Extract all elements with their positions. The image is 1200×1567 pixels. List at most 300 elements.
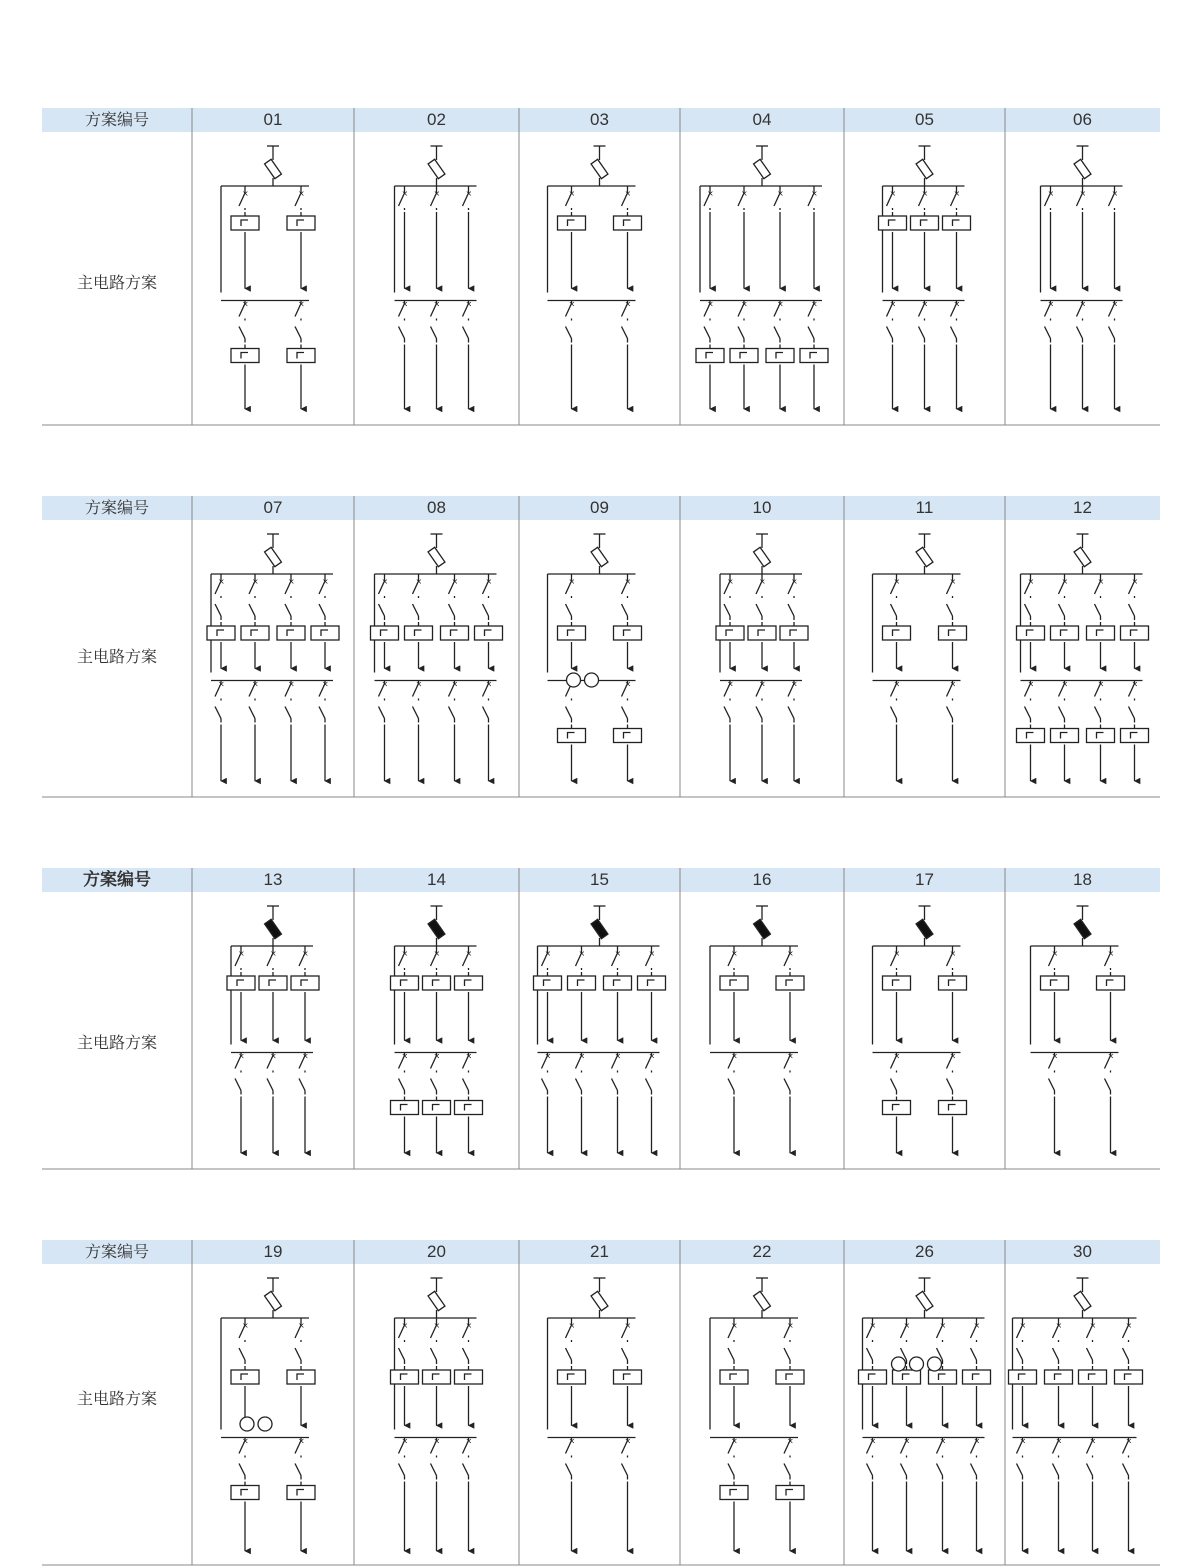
current-transformer: [614, 216, 642, 230]
current-transformer: [893, 1370, 921, 1384]
breaker-x: ×: [465, 189, 473, 198]
breaker-x: ×: [1111, 189, 1119, 198]
scheme-number: 26: [915, 1242, 934, 1261]
switch-contact: [937, 1464, 943, 1476]
breaker-x: ×: [811, 299, 818, 309]
isolator-fuse: [1074, 919, 1091, 938]
meter-circle: [892, 1357, 906, 1371]
switch-contact: [431, 1348, 437, 1360]
isolator-fuse: [1074, 547, 1091, 566]
breaker-x: ×: [288, 577, 295, 586]
current-transformer: [1097, 976, 1125, 990]
switch-contact: [867, 1464, 873, 1476]
breaker-x: ×: [939, 1321, 947, 1330]
breaker-x: ×: [893, 577, 901, 586]
current-transformer: [939, 976, 967, 990]
current-transformer: [939, 1101, 967, 1115]
scheme-number: 15: [590, 870, 609, 889]
main-circuit-label: 主电路方案: [76, 647, 157, 666]
switch-contact: [1045, 327, 1051, 339]
switch-contact: [413, 707, 419, 719]
switch-contact: [784, 1464, 790, 1476]
scheme-number: 11: [915, 498, 934, 517]
isolator-fuse: [428, 919, 445, 938]
scheme-number-label: 方案编号: [84, 110, 149, 129]
breaker-x: ×: [568, 577, 576, 586]
breaker-x: ×: [401, 949, 409, 958]
current-transformer: [1121, 626, 1149, 640]
current-transformer: [455, 1101, 483, 1115]
current-transformer: [800, 349, 828, 363]
breaker-x: ×: [731, 1321, 738, 1330]
switch-contact: [566, 604, 572, 616]
scheme-number: 21: [590, 1242, 609, 1261]
breaker-x: ×: [949, 1051, 957, 1061]
switch-contact: [449, 707, 455, 719]
breaker-x: ×: [921, 299, 929, 309]
breaker-x: ×: [648, 949, 656, 958]
switch-contact: [724, 604, 730, 616]
breaker-x: ×: [1055, 1436, 1063, 1446]
breaker-x: ×: [433, 1051, 441, 1061]
current-transformer: [859, 1370, 887, 1384]
current-transformer: [311, 626, 339, 640]
breaker-x: ×: [1027, 577, 1035, 586]
breaker-x: ×: [415, 577, 423, 586]
breaker-x: ×: [759, 679, 766, 689]
breaker-x: ×: [465, 949, 473, 958]
isolator-fuse: [754, 159, 771, 178]
breaker-x: ×: [648, 1051, 656, 1061]
breaker-x: ×: [568, 299, 576, 309]
breaker-x: ×: [893, 679, 901, 689]
breaker-x: ×: [578, 949, 586, 958]
breaker-x: ×: [1111, 299, 1119, 309]
current-transformer: [291, 976, 319, 990]
scheme-number: 02: [427, 110, 446, 129]
breaker-x: ×: [727, 577, 734, 586]
current-transformer: [730, 349, 758, 363]
scheme-number: 10: [752, 498, 772, 517]
switch-contact: [612, 1079, 618, 1091]
current-transformer: [604, 976, 632, 990]
switch-contact: [295, 327, 301, 339]
breaker-x: ×: [889, 299, 897, 309]
switch-contact: [483, 604, 489, 616]
switch-contact: [947, 1079, 953, 1091]
switch-contact: [622, 707, 628, 719]
scheme-number: 12: [1073, 498, 1092, 517]
meter-circle: [928, 1357, 942, 1371]
breaker-x: ×: [624, 189, 632, 198]
breaker-x: ×: [953, 189, 961, 198]
breaker-x: ×: [401, 1436, 409, 1446]
breaker-x: ×: [238, 949, 245, 958]
breaker-x: ×: [731, 1051, 738, 1061]
current-transformer: [558, 216, 586, 230]
switch-contact: [399, 1079, 405, 1091]
current-transformer: [720, 976, 748, 990]
breaker-x: ×: [238, 1051, 245, 1061]
breaker-x: ×: [252, 577, 259, 586]
current-transformer: [1051, 729, 1079, 743]
switch-contact: [1109, 327, 1115, 339]
breaker-x: ×: [242, 299, 249, 309]
scheme-number-label: 方案编号: [83, 870, 151, 890]
breaker-x: ×: [949, 577, 957, 586]
breaker-x: ×: [568, 1436, 576, 1446]
current-transformer: [475, 626, 503, 640]
scheme-number: 06: [1073, 110, 1092, 129]
current-transformer: [748, 626, 776, 640]
switch-contact: [728, 1464, 734, 1476]
breaker-x: ×: [614, 1051, 622, 1061]
current-transformer: [716, 626, 744, 640]
breaker-x: ×: [741, 299, 748, 309]
switch-contact: [1053, 1464, 1059, 1476]
current-transformer: [207, 626, 235, 640]
switch-contact: [756, 604, 762, 616]
switch-contact: [1049, 1079, 1055, 1091]
switch-contact: [399, 1464, 405, 1476]
breaker-x: ×: [624, 679, 632, 689]
breaker-x: ×: [401, 299, 409, 309]
current-transformer: [776, 1486, 804, 1500]
switch-contact: [1129, 707, 1135, 719]
breaker-x: ×: [302, 1051, 309, 1061]
breaker-x: ×: [949, 949, 957, 958]
breaker-x: ×: [624, 577, 632, 586]
isolator-fuse: [265, 919, 282, 938]
meter-circle: [240, 1417, 254, 1431]
current-transformer: [371, 626, 399, 640]
breaker-x: ×: [433, 1436, 441, 1446]
switch-contact: [808, 327, 814, 339]
current-transformer: [423, 1101, 451, 1115]
breaker-x: ×: [973, 1321, 981, 1330]
scheme-number-label: 方案编号: [84, 498, 149, 517]
scheme-number: 14: [427, 870, 446, 889]
switch-contact: [919, 327, 925, 339]
switch-contact: [788, 604, 794, 616]
breaker-x: ×: [252, 679, 259, 689]
isolator-fuse: [591, 919, 608, 938]
current-transformer: [776, 1370, 804, 1384]
breaker-x: ×: [1047, 299, 1055, 309]
breaker-x: ×: [1061, 577, 1069, 586]
breaker-x: ×: [465, 299, 473, 309]
switch-contact: [867, 1348, 873, 1360]
breaker-x: ×: [544, 949, 552, 958]
current-transformer: [929, 1370, 957, 1384]
meter-circle: [585, 673, 599, 687]
scheme-number: 19: [263, 1242, 283, 1261]
current-transformer: [287, 349, 315, 363]
switch-contact: [463, 1348, 469, 1360]
breaker-x: ×: [270, 1051, 277, 1061]
current-transformer: [231, 1486, 259, 1500]
breaker-x: ×: [777, 299, 784, 309]
current-transformer: [883, 1101, 911, 1115]
current-transformer: [720, 1486, 748, 1500]
current-transformer: [455, 976, 483, 990]
breaker-x: ×: [953, 299, 961, 309]
scheme-number: 07: [263, 498, 283, 517]
breaker-x: ×: [578, 1051, 586, 1061]
breaker-x: ×: [921, 189, 929, 198]
switch-contact: [566, 707, 572, 719]
isolator-fuse: [428, 547, 445, 566]
current-transformer: [879, 216, 907, 230]
switch-contact: [1059, 707, 1065, 719]
breaker-x: ×: [298, 189, 305, 198]
breaker-x: ×: [1125, 1436, 1133, 1446]
switch-contact: [1105, 1079, 1111, 1091]
isolator-fuse: [754, 547, 771, 566]
current-transformer: [558, 626, 586, 640]
breaker-x: ×: [298, 1436, 305, 1446]
breaker-x: ×: [1051, 949, 1059, 958]
breaker-x: ×: [270, 949, 277, 958]
switch-contact: [379, 604, 385, 616]
isolator-fuse: [1074, 159, 1091, 178]
isolator-fuse: [265, 159, 282, 178]
current-transformer: [1087, 626, 1115, 640]
breaker-x: ×: [787, 1321, 794, 1330]
switch-contact: [1087, 1464, 1093, 1476]
breaker-x: ×: [1019, 1436, 1027, 1446]
switch-contact: [1123, 1348, 1129, 1360]
breaker-x: ×: [544, 1051, 552, 1061]
breaker-x: ×: [973, 1436, 981, 1446]
breaker-x: ×: [1131, 679, 1139, 689]
isolator-fuse: [591, 1291, 608, 1310]
breaker-x: ×: [433, 949, 441, 958]
switch-contact: [1095, 707, 1101, 719]
scheme-number: 04: [752, 110, 772, 129]
current-transformer: [391, 1101, 419, 1115]
scheme-number: 05: [915, 110, 934, 129]
breaker-x: ×: [298, 299, 305, 309]
current-transformer: [558, 729, 586, 743]
switch-contact: [566, 327, 572, 339]
switch-contact: [463, 327, 469, 339]
breaker-x: ×: [465, 1436, 473, 1446]
breaker-x: ×: [218, 577, 225, 586]
switch-contact: [947, 707, 953, 719]
switch-contact: [704, 327, 710, 339]
switch-contact: [566, 1464, 572, 1476]
breaker-x: ×: [811, 189, 818, 198]
switch-contact: [1059, 604, 1065, 616]
breaker-x: ×: [903, 1436, 911, 1446]
current-transformer: [943, 216, 971, 230]
switch-contact: [622, 604, 628, 616]
current-transformer: [1087, 729, 1115, 743]
switch-contact: [399, 1348, 405, 1360]
isolator-fuse: [754, 919, 771, 938]
breaker-x: ×: [465, 1051, 473, 1061]
breaker-x: ×: [242, 1321, 249, 1330]
breaker-x: ×: [777, 189, 784, 198]
breaker-x: ×: [401, 1321, 409, 1330]
breaker-x: ×: [401, 1051, 409, 1061]
switch-contact: [774, 327, 780, 339]
breaker-x: ×: [1089, 1321, 1097, 1330]
breaker-x: ×: [302, 949, 309, 958]
breaker-x: ×: [381, 577, 389, 586]
breaker-x: ×: [787, 949, 794, 958]
breaker-x: ×: [614, 949, 622, 958]
switch-contact: [267, 1079, 273, 1091]
current-transformer: [231, 349, 259, 363]
breaker-x: ×: [949, 679, 957, 689]
switch-contact: [319, 707, 325, 719]
switch-contact: [788, 707, 794, 719]
breaker-x: ×: [727, 679, 734, 689]
current-transformer: [720, 1370, 748, 1384]
scheme-number: 13: [263, 870, 283, 889]
switch-contact: [728, 1079, 734, 1091]
switch-contact: [646, 1079, 652, 1091]
scheme-number-label: 方案编号: [84, 1242, 149, 1261]
switch-contact: [891, 1079, 897, 1091]
breaker-x: ×: [1079, 299, 1087, 309]
breaker-x: ×: [741, 189, 748, 198]
current-transformer: [227, 976, 255, 990]
breaker-x: ×: [893, 949, 901, 958]
breaker-x: ×: [1047, 189, 1055, 198]
current-transformer: [231, 1370, 259, 1384]
breaker-x: ×: [451, 577, 459, 586]
current-transformer: [391, 976, 419, 990]
breaker-x: ×: [903, 1321, 911, 1330]
switch-contact: [784, 1348, 790, 1360]
switch-contact: [215, 604, 221, 616]
breaker-x: ×: [1125, 1321, 1133, 1330]
isolator-fuse: [265, 1291, 282, 1310]
breaker-x: ×: [1055, 1321, 1063, 1330]
breaker-x: ×: [568, 1321, 576, 1330]
breaker-x: ×: [787, 1051, 794, 1061]
scheme-number: 20: [427, 1242, 446, 1261]
isolator-fuse: [1074, 1291, 1091, 1310]
switch-contact: [1095, 604, 1101, 616]
breaker-x: ×: [869, 1436, 877, 1446]
breaker-x: ×: [1051, 1051, 1059, 1061]
current-transformer: [231, 216, 259, 230]
breaker-x: ×: [433, 189, 441, 198]
breaker-x: ×: [401, 189, 409, 198]
breaker-x: ×: [759, 577, 766, 586]
current-transformer: [287, 1486, 315, 1500]
current-transformer: [423, 976, 451, 990]
current-transformer: [766, 349, 794, 363]
scheme-number: 18: [1073, 870, 1092, 889]
switch-contact: [483, 707, 489, 719]
switch-contact: [738, 327, 744, 339]
switch-contact: [249, 604, 255, 616]
switch-contact: [431, 1464, 437, 1476]
breaker-x: ×: [242, 1436, 249, 1446]
breaker-x: ×: [1097, 679, 1105, 689]
current-transformer: [534, 976, 562, 990]
breaker-x: ×: [218, 679, 225, 689]
switch-contact: [319, 604, 325, 616]
breaker-x: ×: [433, 1321, 441, 1330]
switch-contact: [622, 1464, 628, 1476]
switch-contact: [566, 1348, 572, 1360]
switch-contact: [413, 604, 419, 616]
breaker-x: ×: [485, 577, 493, 586]
breaker-x: ×: [465, 1321, 473, 1330]
scheme-number: 09: [590, 498, 609, 517]
current-transformer: [391, 1370, 419, 1384]
current-transformer: [455, 1370, 483, 1384]
breaker-x: ×: [791, 577, 798, 586]
breaker-x: ×: [939, 1436, 947, 1446]
switch-contact: [947, 604, 953, 616]
current-transformer: [568, 976, 596, 990]
main-circuit-label: 主电路方案: [76, 1389, 157, 1408]
switch-contact: [1017, 1348, 1023, 1360]
isolator-fuse: [916, 159, 933, 178]
switch-contact: [239, 327, 245, 339]
current-transformer: [1051, 626, 1079, 640]
breaker-x: ×: [451, 679, 459, 689]
isolator-fuse: [428, 159, 445, 178]
switch-contact: [285, 707, 291, 719]
switch-contact: [1017, 1464, 1023, 1476]
scheme-number: 01: [263, 110, 283, 129]
current-transformer: [883, 976, 911, 990]
switch-contact: [235, 1079, 241, 1091]
current-transformer: [1009, 1370, 1037, 1384]
switch-contact: [728, 1348, 734, 1360]
meter-circle: [910, 1357, 924, 1371]
switch-contact: [449, 604, 455, 616]
breaker-x: ×: [624, 1321, 632, 1330]
meter-circle: [567, 673, 581, 687]
switch-contact: [971, 1348, 977, 1360]
switch-contact: [576, 1079, 582, 1091]
switch-contact: [1129, 604, 1135, 616]
switch-contact: [239, 1348, 245, 1360]
switch-contact: [1077, 327, 1083, 339]
current-transformer: [939, 626, 967, 640]
current-transformer: [287, 216, 315, 230]
breaker-x: ×: [1089, 1436, 1097, 1446]
current-transformer: [1017, 729, 1045, 743]
breaker-x: ×: [568, 189, 576, 198]
current-transformer: [638, 976, 666, 990]
scheme-number: 22: [752, 1242, 772, 1261]
switch-contact: [1123, 1464, 1129, 1476]
breaker-x: ×: [707, 299, 714, 309]
switch-contact: [379, 707, 385, 719]
breaker-x: ×: [1019, 1321, 1027, 1330]
scheme-number: 17: [915, 870, 934, 889]
scheme-number: 03: [590, 110, 609, 129]
breaker-x: ×: [1061, 679, 1069, 689]
current-transformer: [277, 626, 305, 640]
switch-contact: [1087, 1348, 1093, 1360]
isolator-fuse: [428, 1291, 445, 1310]
switch-contact: [951, 327, 957, 339]
breaker-x: ×: [298, 1321, 305, 1330]
isolator-fuse: [916, 1291, 933, 1310]
breaker-x: ×: [433, 299, 441, 309]
